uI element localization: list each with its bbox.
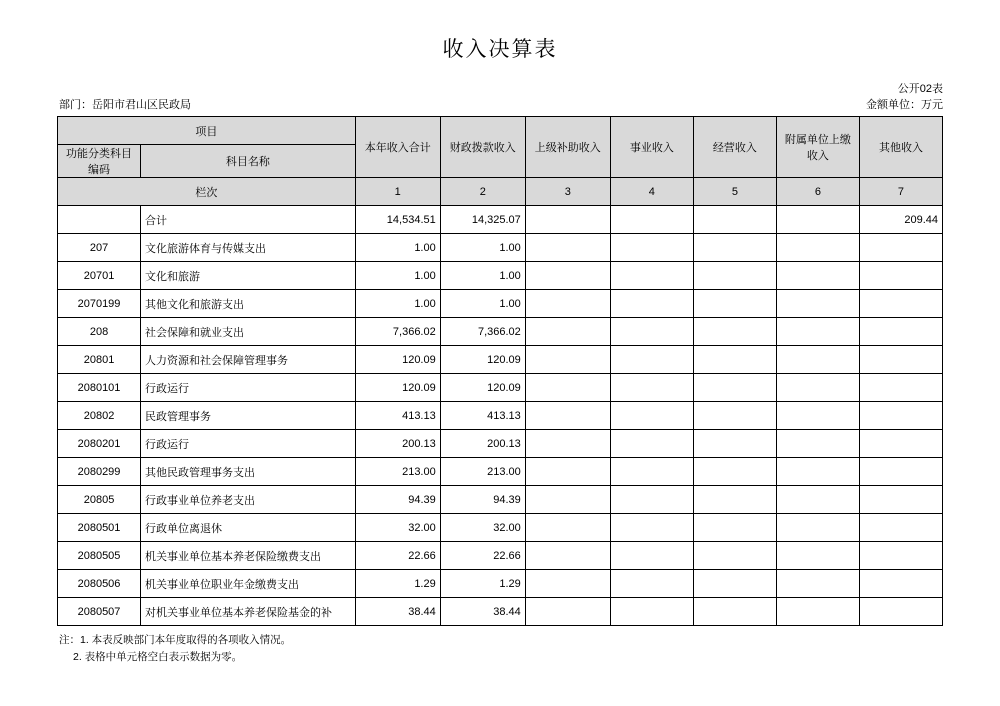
table-row (58, 318, 943, 346)
cell-fiscal: 1.00 (440, 234, 525, 262)
col-num-6: 6 (776, 178, 859, 206)
cell-subject-code: 20802 (58, 402, 141, 430)
cell-subject-code: 2080507 (58, 598, 141, 626)
cell-subordinate (776, 234, 859, 262)
cell-operating (693, 206, 776, 234)
cell-other (859, 542, 942, 570)
cell-business (610, 570, 693, 598)
cell-subject-name: 社会保障和就业支出 (141, 318, 356, 346)
cell-subject-code: 2080201 (58, 430, 141, 458)
cell-operating (693, 570, 776, 598)
table-row (58, 346, 943, 374)
cell-superior (525, 262, 610, 290)
cell-superior (525, 486, 610, 514)
cell-business (610, 486, 693, 514)
table-header (58, 117, 943, 206)
cell-subordinate (776, 514, 859, 542)
cell-business (610, 206, 693, 234)
cell-operating (693, 598, 776, 626)
table-row (58, 234, 943, 262)
cell-subordinate (776, 290, 859, 318)
cell-other (859, 346, 942, 374)
cell-operating (693, 430, 776, 458)
header-superior: 上级补助收入 (525, 117, 610, 178)
cell-subject-name: 合计 (141, 206, 356, 234)
cell-fiscal: 22.66 (440, 542, 525, 570)
cell-fiscal: 32.00 (440, 514, 525, 542)
cell-fiscal: 1.29 (440, 570, 525, 598)
col-num-7: 7 (859, 178, 942, 206)
cell-subject-name: 行政运行 (141, 430, 356, 458)
document-meta (57, 97, 943, 113)
cell-other (859, 262, 942, 290)
cell-subject-name: 其他民政管理事务支出 (141, 458, 356, 486)
cell-other (859, 458, 942, 486)
table-row (58, 570, 943, 598)
header-fiscal: 财政拨款收入 (440, 117, 525, 178)
cell-other (859, 486, 942, 514)
cell-subject-name: 机关事业单位职业年金缴费支出 (141, 570, 356, 598)
cell-superior (525, 234, 610, 262)
cell-business (610, 234, 693, 262)
table-body (58, 206, 943, 626)
table-row (58, 402, 943, 430)
col-num-3: 3 (525, 178, 610, 206)
cell-operating (693, 542, 776, 570)
cell-subject-name: 其他文化和旅游支出 (141, 290, 356, 318)
table-row (58, 262, 943, 290)
cell-total: 1.00 (355, 234, 440, 262)
cell-subject-name: 文化旅游体育与传媒支出 (141, 234, 356, 262)
header-other: 其他收入 (859, 117, 942, 178)
cell-other (859, 234, 942, 262)
header-operating: 经营收入 (693, 117, 776, 178)
cell-business (610, 458, 693, 486)
cell-subordinate (776, 374, 859, 402)
col-num-5: 5 (693, 178, 776, 206)
cell-superior (525, 402, 610, 430)
col-num-1: 1 (355, 178, 440, 206)
cell-superior (525, 206, 610, 234)
cell-subordinate (776, 402, 859, 430)
cell-total: 32.00 (355, 514, 440, 542)
cell-superior (525, 374, 610, 402)
cell-business (610, 374, 693, 402)
cell-subject-code: 20701 (58, 262, 141, 290)
cell-fiscal: 200.13 (440, 430, 525, 458)
cell-other (859, 430, 942, 458)
header-total: 本年收入合计 (355, 117, 440, 178)
cell-superior (525, 598, 610, 626)
cell-total: 38.44 (355, 598, 440, 626)
cell-superior (525, 458, 610, 486)
cell-business (610, 402, 693, 430)
table-row (58, 206, 943, 234)
cell-business (610, 514, 693, 542)
cell-subordinate (776, 598, 859, 626)
table-row (58, 374, 943, 402)
cell-subject-code: 2080299 (58, 458, 141, 486)
cell-fiscal: 38.44 (440, 598, 525, 626)
cell-total: 1.00 (355, 290, 440, 318)
table-row (58, 458, 943, 486)
cell-subject-code: 2080505 (58, 542, 141, 570)
cell-fiscal: 7,366.02 (440, 318, 525, 346)
cell-superior (525, 290, 610, 318)
cell-business (610, 542, 693, 570)
cell-superior (525, 514, 610, 542)
form-code: 公开02表 (897, 83, 943, 95)
cell-subject-name: 对机关事业单位基本养老保险基金的补 (141, 598, 356, 626)
cell-subject-name: 机关事业单位基本养老保险缴费支出 (141, 542, 356, 570)
cell-total: 213.00 (355, 458, 440, 486)
cell-other (859, 598, 942, 626)
header-code: 功能分类科目编码 (58, 145, 141, 178)
cell-total: 120.09 (355, 346, 440, 374)
cell-total: 22.66 (355, 542, 440, 570)
cell-operating (693, 290, 776, 318)
department-label: 部门：岳阳市君山区民政局 (59, 99, 191, 111)
cell-superior (525, 570, 610, 598)
cell-operating (693, 486, 776, 514)
cell-other: 209.44 (859, 206, 942, 234)
table-row (58, 514, 943, 542)
row-label-column: 栏次 (58, 178, 356, 206)
col-num-2: 2 (440, 178, 525, 206)
table-row (58, 486, 943, 514)
cell-subject-code: 2070199 (58, 290, 141, 318)
page-title: 收入决算表 (442, 37, 558, 61)
header-business: 事业收入 (610, 117, 693, 178)
cell-fiscal: 14,325.07 (440, 206, 525, 234)
cell-total: 7,366.02 (355, 318, 440, 346)
header-subordinate: 附属单位上缴收入 (776, 117, 859, 178)
cell-business (610, 598, 693, 626)
income-final-accounts-table (57, 116, 943, 626)
header-group-project: 项目 (58, 117, 356, 145)
cell-total: 120.09 (355, 374, 440, 402)
col-num-4: 4 (610, 178, 693, 206)
cell-total: 14,534.51 (355, 206, 440, 234)
column-number-row (58, 178, 943, 206)
cell-subject-code: 2080501 (58, 514, 141, 542)
cell-total: 94.39 (355, 486, 440, 514)
cell-operating (693, 234, 776, 262)
cell-superior (525, 346, 610, 374)
cell-business (610, 290, 693, 318)
note-line-1: 注：1. 本表反映部门本年度取得的各项收入情况。 (59, 634, 292, 646)
cell-operating (693, 458, 776, 486)
cell-business (610, 262, 693, 290)
cell-subject-code: 2080101 (58, 374, 141, 402)
cell-subject-code: 20805 (58, 486, 141, 514)
cell-subject-code (58, 206, 141, 234)
cell-subject-name: 人力资源和社会保障管理事务 (141, 346, 356, 374)
cell-fiscal: 120.09 (440, 374, 525, 402)
cell-fiscal: 1.00 (440, 290, 525, 318)
table-row (58, 542, 943, 570)
cell-operating (693, 318, 776, 346)
cell-total: 413.13 (355, 402, 440, 430)
cell-subject-name: 民政管理事务 (141, 402, 356, 430)
cell-fiscal: 120.09 (440, 346, 525, 374)
cell-subordinate (776, 458, 859, 486)
cell-subject-code: 207 (58, 234, 141, 262)
cell-subordinate (776, 430, 859, 458)
cell-other (859, 570, 942, 598)
cell-superior (525, 318, 610, 346)
cell-fiscal: 94.39 (440, 486, 525, 514)
cell-operating (693, 402, 776, 430)
cell-subject-code: 208 (58, 318, 141, 346)
cell-total: 1.00 (355, 262, 440, 290)
table-row (58, 430, 943, 458)
cell-operating (693, 346, 776, 374)
amount-unit-label: 金额单位：万元 (866, 99, 943, 111)
cell-subject-name: 行政运行 (141, 374, 356, 402)
cell-superior (525, 542, 610, 570)
cell-subject-code: 20801 (58, 346, 141, 374)
cell-subject-name: 文化和旅游 (141, 262, 356, 290)
cell-fiscal: 1.00 (440, 262, 525, 290)
cell-business (610, 318, 693, 346)
cell-subordinate (776, 486, 859, 514)
table-row (58, 290, 943, 318)
cell-subordinate (776, 318, 859, 346)
cell-other (859, 318, 942, 346)
cell-other (859, 402, 942, 430)
cell-operating (693, 374, 776, 402)
table-row (58, 598, 943, 626)
cell-superior (525, 430, 610, 458)
cell-subordinate (776, 346, 859, 374)
cell-subordinate (776, 206, 859, 234)
table-notes (57, 632, 943, 666)
cell-other (859, 290, 942, 318)
header-name: 科目名称 (141, 145, 356, 178)
cell-other (859, 374, 942, 402)
cell-operating (693, 514, 776, 542)
cell-subject-name: 行政单位离退休 (141, 514, 356, 542)
cell-fiscal: 213.00 (440, 458, 525, 486)
cell-subordinate (776, 262, 859, 290)
cell-subject-name: 行政事业单位养老支出 (141, 486, 356, 514)
cell-fiscal: 413.13 (440, 402, 525, 430)
cell-other (859, 514, 942, 542)
cell-subordinate (776, 570, 859, 598)
cell-total: 1.29 (355, 570, 440, 598)
cell-total: 200.13 (355, 430, 440, 458)
cell-subordinate (776, 542, 859, 570)
cell-subject-code: 2080506 (58, 570, 141, 598)
cell-business (610, 346, 693, 374)
cell-business (610, 430, 693, 458)
cell-operating (693, 262, 776, 290)
note-line-2: 2. 表格中单元格空白表示数据为零。 (73, 651, 243, 663)
